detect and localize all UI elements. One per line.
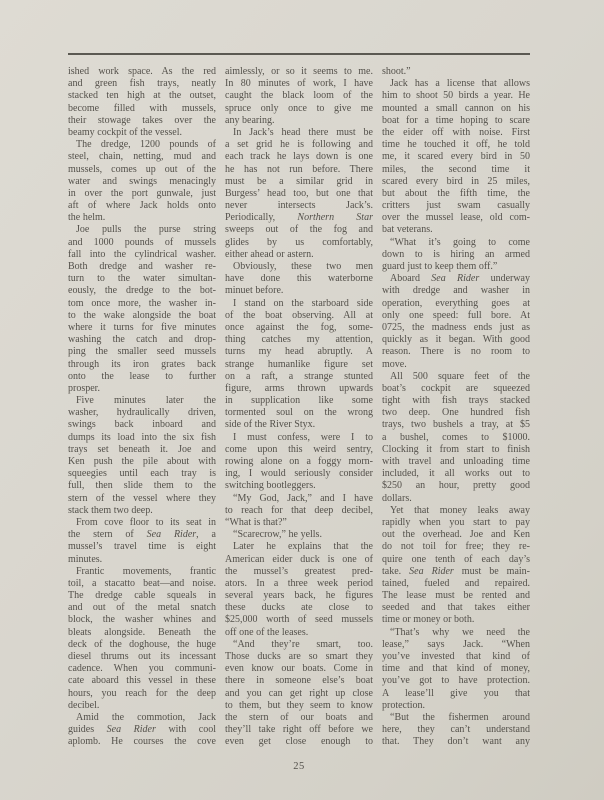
text-line: but about the fifth time, the <box>382 187 530 199</box>
text-line: $25,000 worth of seed mussels <box>225 614 373 626</box>
text-line: A lease’ll give you that <box>382 687 530 699</box>
text-line: even get close enough to <box>225 736 373 748</box>
text-line: ping the smaller seed mussels <box>68 346 216 358</box>
text-line: boat’s cockpit are squeezed <box>382 382 530 394</box>
text-line: time he touched it off, he told <box>382 139 530 151</box>
text-line: with dredge and washer in <box>382 285 530 297</box>
text-line: ators. In a three week period <box>225 577 373 589</box>
text-line: Later he explains that the <box>233 541 373 553</box>
text-line: aft of where Jack holds onto <box>68 200 216 212</box>
text-column-3 <box>382 66 530 749</box>
text-line: he has not run before. There <box>225 163 373 175</box>
text-line: and you can get right up close <box>225 687 373 699</box>
text-line: decibel. <box>68 699 100 711</box>
text-line: Clocking it from start to finish <box>382 443 530 455</box>
text-line: block, the washer whines and <box>68 614 216 626</box>
text-line: The lease must be rented and <box>382 590 530 602</box>
text-line: ing, I would seriously consider <box>225 468 373 480</box>
text-line: included, it all works out to <box>382 468 530 480</box>
text-line: to reach for that deep decibel, <box>225 504 373 516</box>
text-line: full, then slide them to the <box>68 480 216 492</box>
text-line: guard just to keep them off.” <box>382 261 498 272</box>
text-line: From cove floor to its seat in <box>76 516 216 528</box>
text-line: take. Sea Rider must be main- <box>382 565 530 577</box>
text-line: beamy cockpit of the vessel. <box>68 126 182 138</box>
text-line: these ducks ate close to <box>225 602 373 614</box>
text-line: protection. <box>382 699 426 711</box>
text-line: time and that kind of money, <box>382 663 530 675</box>
text-line: onto the lease to further <box>68 370 216 382</box>
text-line: “What is that?” <box>225 516 287 528</box>
text-line: All 500 square feet of the <box>390 370 530 382</box>
text-line: Joe pulls the purse string <box>76 224 216 236</box>
text-line: Burgess’ head too, but one that <box>225 187 373 199</box>
text-line: the stern of our boats and <box>225 711 373 723</box>
text-line: out the overhead. Joe and Ken <box>382 529 530 541</box>
text-line: boat for a time hoping to scare <box>382 114 530 126</box>
text-line: lease,” says Jack. “When <box>382 638 530 650</box>
text-line: side of the River Styx. <box>225 419 316 431</box>
text-line: sweeps out of the fog and <box>225 224 373 236</box>
text-line: Those ducks are so smart they <box>225 651 373 662</box>
text-line: time or money or both. <box>382 614 475 626</box>
text-line: down to is hiring an armed <box>382 248 530 260</box>
text-line: the eider off with noise. First <box>382 126 530 138</box>
text-line: quire one tenth of each day’s <box>382 553 530 565</box>
text-line: you’ve invested that kind of <box>382 651 530 662</box>
text-line: “Scarecrow,” he yells. <box>233 529 322 541</box>
text-line: dollars. <box>382 492 412 504</box>
text-line: strange humanlike figure set <box>225 358 373 370</box>
text-line: mussel’s travel time is eight <box>68 541 216 553</box>
text-line: off one of the leases. <box>225 626 309 638</box>
text-line: water and swings menacingly <box>68 175 216 187</box>
text-line: never intersects Jack’s. <box>225 200 373 212</box>
text-line: have done this waterborne <box>225 273 373 285</box>
text-line: where it turns for five minutes <box>68 321 216 333</box>
text-line: ished work space. As the red <box>68 66 216 77</box>
text-line: Ken push the pile about with <box>68 456 216 467</box>
text-line: deck of the doghouse, the huge <box>68 638 216 650</box>
text-line: figure, arms thrown upwards <box>225 382 373 394</box>
text-line: aimlessly, or so it seems to me. <box>225 66 373 77</box>
text-line: that. They don’t want any <box>382 736 530 748</box>
text-line: the helm. <box>68 212 106 224</box>
text-line: “But the fishermen around <box>390 711 530 723</box>
text-line: eously, the dredge to the bot- <box>68 285 216 297</box>
text-line: tormented soul on the wrong <box>225 407 373 419</box>
text-line: The dredge cable squeals in <box>68 590 216 602</box>
text-line: reason. There is no room to <box>382 346 530 358</box>
text-line: the mussel’s greatest pred- <box>225 565 373 577</box>
text-line: Amid the commotion, Jack <box>76 711 216 723</box>
text-line: their stowage takes over the <box>68 114 216 126</box>
text-line: miles, the second time it <box>382 163 530 175</box>
text-line: minuet before. <box>225 285 284 297</box>
text-line: scared every bird in 25 miles, <box>382 175 530 187</box>
text-line: critters just swam casually <box>382 200 530 212</box>
text-line: In 80 minutes of work, I have <box>225 78 373 90</box>
text-line: on a raft, a strange stunted <box>225 370 373 382</box>
text-line: quickly as it began. With good <box>382 334 530 346</box>
text-line: either ahead or astern. <box>225 248 314 260</box>
text-line: and green fish trays, neatly <box>68 78 216 90</box>
text-line: even know our boats. Come in <box>225 663 373 675</box>
text-line: “That’s why we need the <box>390 626 530 638</box>
text-line: in supplication like some <box>225 395 373 407</box>
text-line: hours, you reach for the deep <box>68 687 216 699</box>
text-line: I stand on the starboard side <box>233 297 373 309</box>
text-line: washer, hydraulically driven, <box>68 407 216 419</box>
text-line: switching bootleggers. <box>225 480 316 492</box>
text-line: Obviously, these two men <box>233 261 373 272</box>
text-line: and out of the metal snatch <box>68 602 216 614</box>
text-line: any bearing. <box>225 114 275 126</box>
text-line: trays, two bushels a tray, at $5 <box>382 419 530 431</box>
text-line: washing the catch and drop- <box>68 334 216 346</box>
text-line: rowing alone on a foggy morn- <box>225 456 373 467</box>
text-columns <box>68 66 530 749</box>
text-line: in over the port gunwale, just <box>68 187 216 199</box>
text-line: there in someone else’s boat <box>225 675 373 687</box>
text-line: stack them two deep. <box>68 504 153 516</box>
text-line: guides Sea Rider with cool <box>68 724 216 736</box>
text-line: diesel thrums out its incessant <box>68 651 216 662</box>
text-line: trays set beneath it. Joe and <box>68 443 216 455</box>
text-line: tom once more, the washer in- <box>68 297 216 309</box>
text-line: turn to the water simultan- <box>68 273 216 285</box>
text-line: prosper. <box>68 382 100 394</box>
text-line: through its iron grates back <box>68 358 216 370</box>
text-line: 0725, the madness ends just as <box>382 321 530 333</box>
text-line: “What it’s going to come <box>390 236 530 248</box>
text-line: do not toil for free; they re- <box>382 541 530 553</box>
text-line: they’ll take right off before we <box>225 724 373 736</box>
text-line: spruce only once to give me <box>225 102 373 114</box>
text-line: The dredge, 1200 pounds of <box>76 139 216 151</box>
text-line: Frantic movements, frantic <box>76 565 216 577</box>
text-line: In Jack’s head there must be <box>233 126 373 138</box>
text-line: fall into the cylindrical washer. <box>68 248 216 260</box>
text-line: I must confess, were I to <box>233 431 373 443</box>
text-line: must be a similar grid in <box>225 175 373 187</box>
text-line: with travel and unloading time <box>382 456 530 467</box>
text-line: thing catches my attention, <box>225 334 373 346</box>
text-line: seeded and that takes either <box>382 602 530 614</box>
text-line: and 1000 pounds of mussels <box>68 236 216 248</box>
text-line: stacked ten high at the outset, <box>68 90 216 102</box>
text-line: Both dredge and washer re- <box>68 261 216 272</box>
text-line: him to shoot 50 birds a year. He <box>382 90 530 102</box>
text-line: mounted a small cannon on his <box>382 102 530 114</box>
text-line: rapidly when you start to pay <box>382 516 530 528</box>
text-line: to them, but they seem to know <box>225 699 373 711</box>
text-line: over the mussel lease, old com- <box>382 212 530 224</box>
text-line: here, they can’t understand <box>382 724 530 736</box>
text-line: you’ve got to have protection. <box>382 675 530 687</box>
text-line: mussels, comes up out of the <box>68 163 216 175</box>
text-line: shoot.” <box>382 66 411 77</box>
text-line: “My God, Jack,” and I have <box>233 492 373 504</box>
text-line: to the wake alongside the boat <box>68 309 216 321</box>
text-line: me, it scared every bird in 50 <box>382 151 530 163</box>
text-line: Jack has a license that allows <box>390 78 530 90</box>
text-line: a bushel, comes to $1000. <box>382 431 530 443</box>
text-line: come upon this weird sentry, <box>225 443 373 455</box>
text-line: steel, chain, netting, mud and <box>68 151 216 163</box>
text-line: $250 an hour, pretty good <box>382 480 530 492</box>
text-line: become filled with mussels, <box>68 102 216 114</box>
text-line: American eider duck is one of <box>225 553 373 565</box>
text-line: minutes. <box>68 553 103 565</box>
text-line: toil, a stacatto beat—and noise. <box>68 577 216 589</box>
text-line: the stern of Sea Rider, a <box>68 529 216 541</box>
text-line: glides by us comfortably, <box>225 236 373 248</box>
text-line: operation, everything goes at <box>382 297 530 309</box>
page-number: 25 <box>293 761 305 772</box>
text-line: swings back inboard and <box>68 419 216 431</box>
text-line: “And they’re smart, too. <box>233 638 373 650</box>
text-line: tained, fueled and repaired. <box>382 577 530 589</box>
text-line: once against the fog, some- <box>225 321 373 333</box>
text-column-2 <box>225 66 373 749</box>
text-line: Yet that money leaks away <box>390 504 530 516</box>
header-rule <box>68 53 530 55</box>
text-line: stern of the vessel where they <box>68 492 216 504</box>
text-line: Five minutes later the <box>76 395 216 407</box>
text-line: only one speed: full bore. At <box>382 309 530 321</box>
text-line: move. <box>382 358 407 370</box>
text-line: dumps its load into the six fish <box>68 431 216 443</box>
text-line: aplomb. He courses the cove <box>68 736 216 748</box>
text-line: a set grid he is following and <box>225 139 373 151</box>
text-line: squeegies until each tray is <box>68 468 216 480</box>
text-line: cadence. When you communi- <box>68 663 216 675</box>
text-line: of the boat observing. All at <box>225 309 373 321</box>
text-line: turns my head abruptly. A <box>225 346 373 358</box>
text-line: Periodically, Northern Star <box>225 212 373 224</box>
text-line: two deep. One hundred fish <box>382 407 530 419</box>
text-column-1 <box>68 66 216 749</box>
text-line: bleats alongside. Beneath the <box>68 626 216 638</box>
text-line: caught the black loom of the <box>225 90 373 102</box>
text-line: several years back, he figures <box>225 590 373 602</box>
text-line: each track he lays down is one <box>225 151 373 163</box>
text-line: Aboard Sea Rider underway <box>390 273 530 285</box>
text-line: tight with fish trays stacked <box>382 395 530 407</box>
text-line: cate aboard this vessel in these <box>68 675 216 687</box>
text-line: bat veterans. <box>382 224 433 236</box>
